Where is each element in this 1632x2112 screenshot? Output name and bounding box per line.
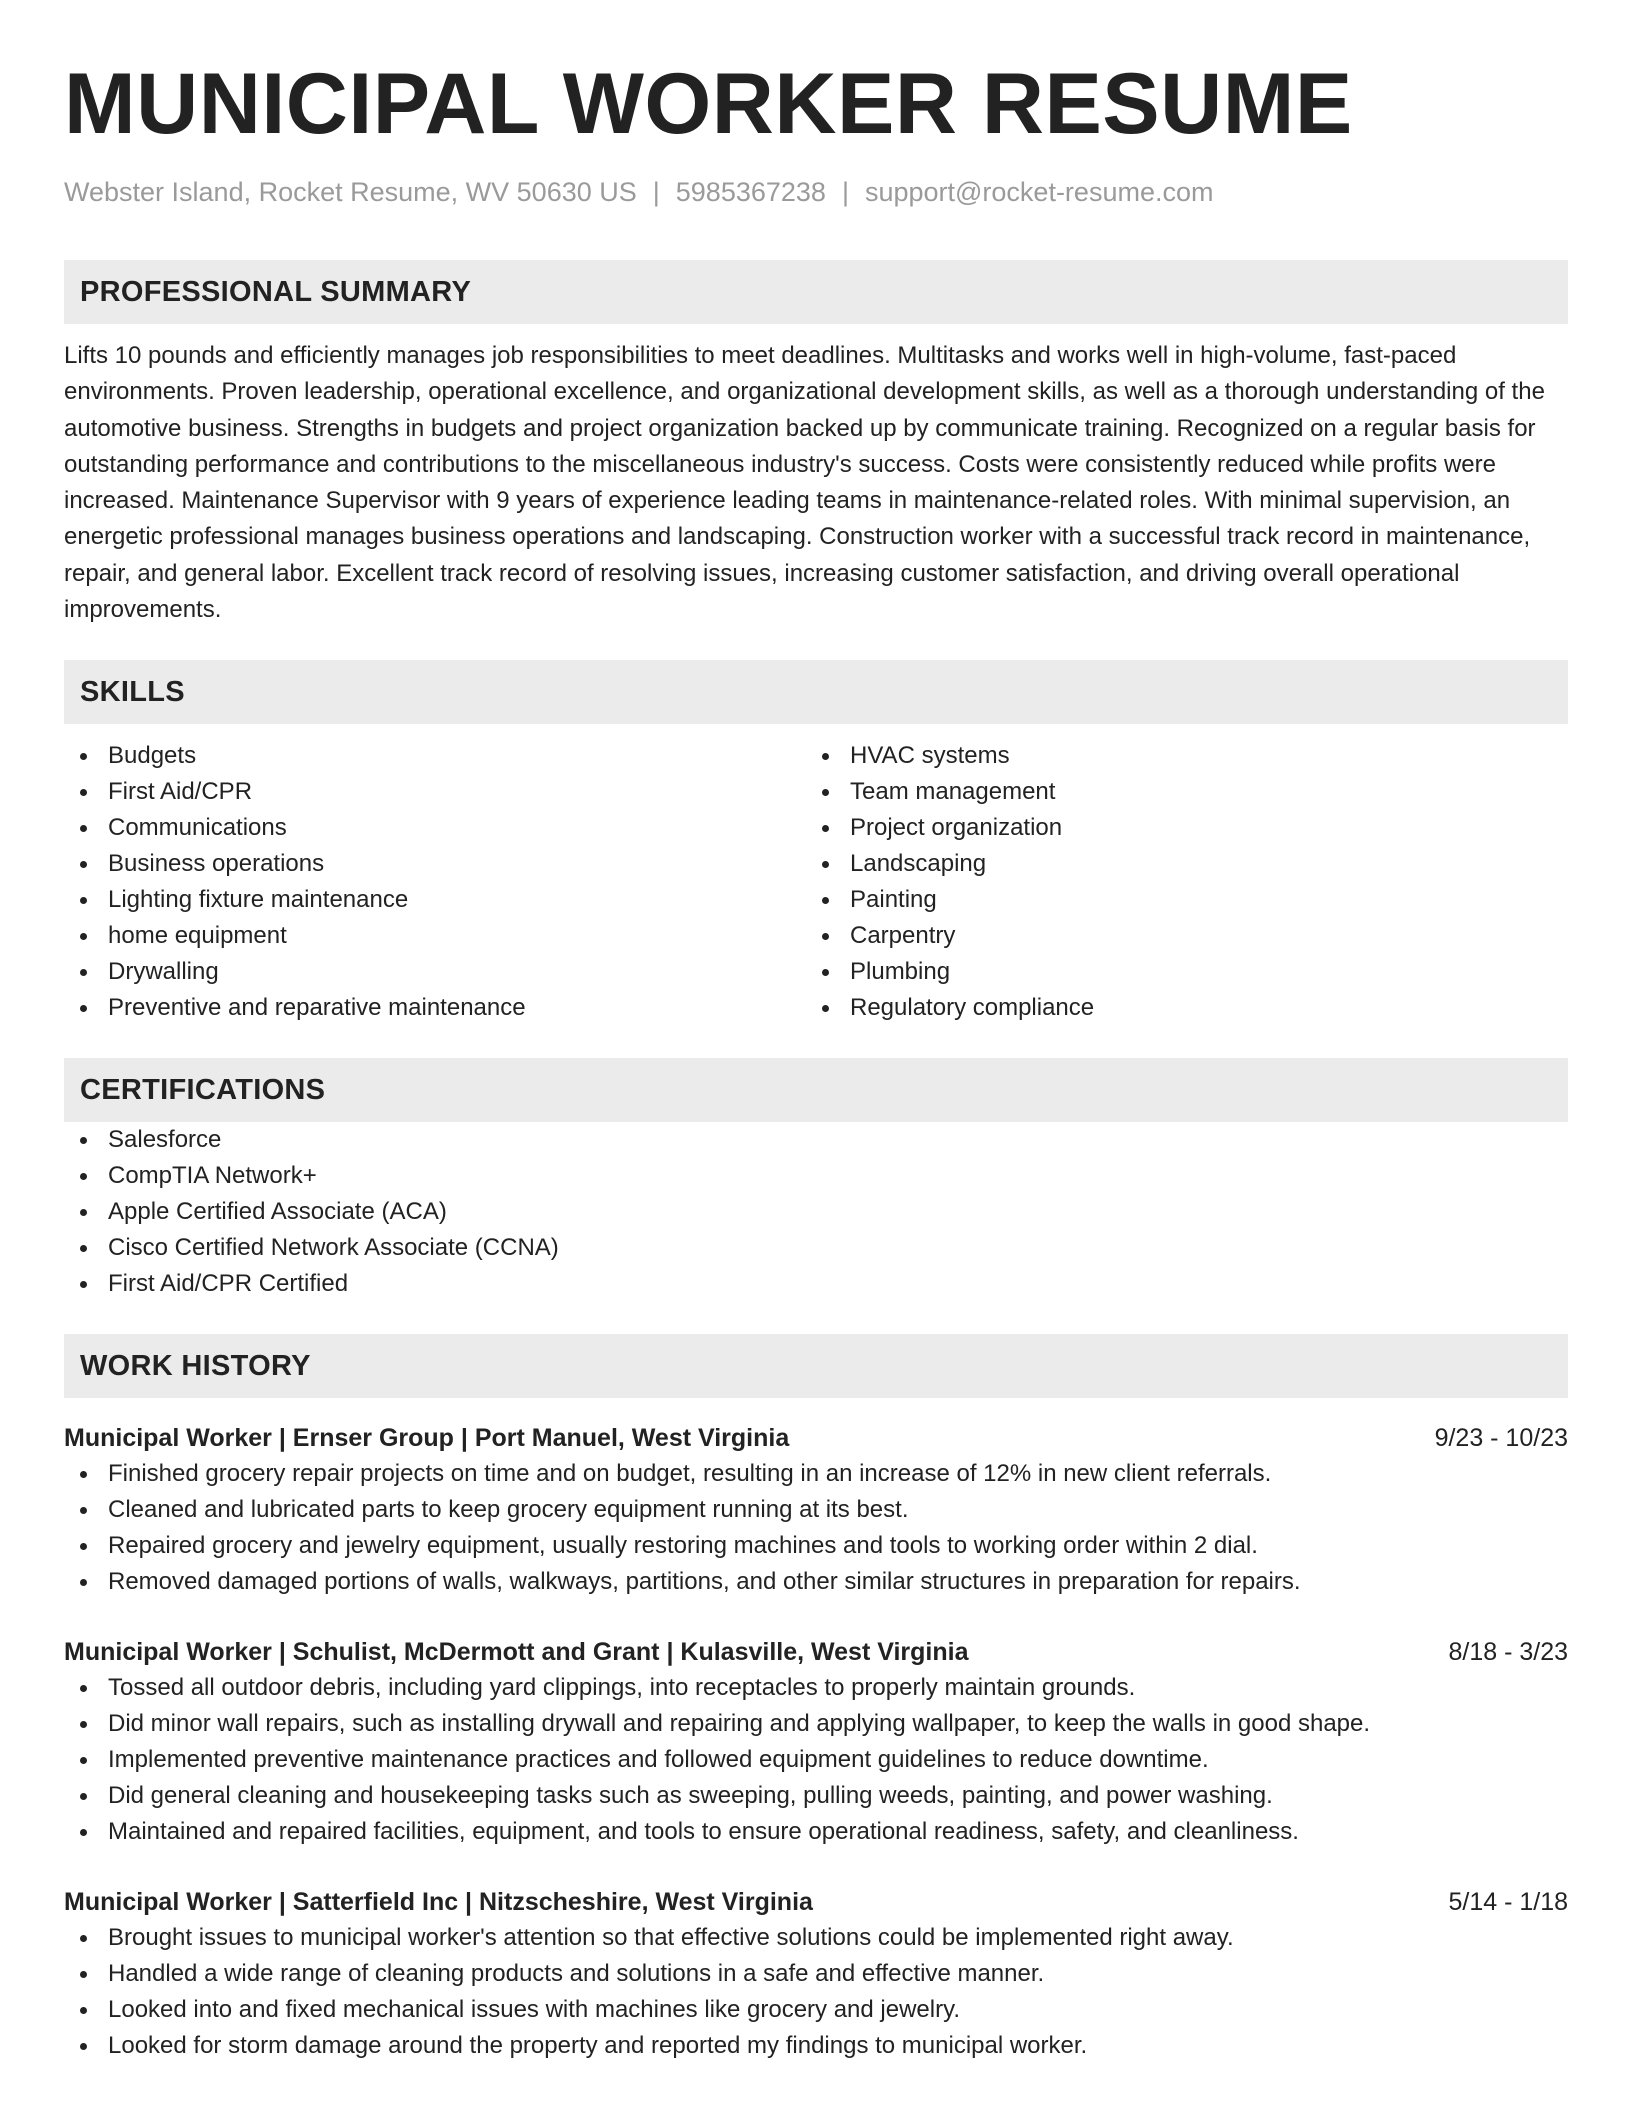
- job-title: Municipal Worker | Satterfield Inc | Nitzscheshire, West Virginia: [64, 1888, 813, 1917]
- section-header-work-history: WORK HISTORY: [64, 1334, 1568, 1398]
- job-title: Municipal Worker | Schulist, McDermott and Grant | Kulasville, West Virginia: [64, 1638, 969, 1667]
- skill-item: Landscaping: [806, 846, 1548, 882]
- skill-item: Drywalling: [64, 954, 806, 990]
- certification-item: Apple Certified Associate (ACA): [64, 1194, 1568, 1230]
- contact-address: Webster Island, Rocket Resume, WV 50630 US: [64, 177, 637, 207]
- contact-phone: 5985367238: [675, 177, 826, 207]
- skill-item: Team management: [806, 774, 1548, 810]
- job-duty-item: Finished grocery repair projects on time and on budget, resulting in an increase of 12% in new client referrals.: [64, 1456, 1568, 1492]
- job-entry: [64, 1420, 1568, 1600]
- job-duty-item: Did minor wall repairs, such as installing drywall and repairing and applying wallpaper, to keep the walls in good shape.: [64, 1706, 1568, 1742]
- skill-item: Preventive and reparative maintenance: [64, 990, 806, 1026]
- job-duties-list: [64, 1670, 1568, 1850]
- skill-item: Business operations: [64, 846, 806, 882]
- job-duty-item: Did general cleaning and housekeeping tasks such as sweeping, pulling weeds, painting, and power washing.: [64, 1778, 1568, 1814]
- skill-item: Budgets: [64, 738, 806, 774]
- job-duty-item: Maintained and repaired facilities, equipment, and tools to ensure operational readiness, safety, and cleanliness.: [64, 1814, 1568, 1850]
- job-dates: 9/23 - 10/23: [1434, 1424, 1568, 1453]
- contact-email: support@rocket-resume.com: [864, 177, 1214, 207]
- job-duties-list: [64, 1456, 1568, 1600]
- certification-item: First Aid/CPR Certified: [64, 1266, 1568, 1302]
- job-entry: [64, 1884, 1568, 2064]
- job-duty-item: Brought issues to municipal worker's attention so that effective solutions could be implemented right away.: [64, 1920, 1568, 1956]
- job-duty-item: Looked for storm damage around the property and reported my findings to municipal worker.: [64, 2028, 1568, 2064]
- skills-column-right: [806, 738, 1548, 1026]
- contact-separator: |: [841, 177, 849, 207]
- certification-item: CompTIA Network+: [64, 1158, 1568, 1194]
- skill-item: Lighting fixture maintenance: [64, 882, 806, 918]
- job-duty-item: Cleaned and lubricated parts to keep grocery equipment running at its best.: [64, 1492, 1568, 1528]
- job-entry: [64, 1634, 1568, 1850]
- skills-column-left: [64, 738, 806, 1026]
- skills-list: [64, 738, 1568, 1026]
- section-header-summary: PROFESSIONAL SUMMARY: [64, 260, 1568, 324]
- section-header-certifications: CERTIFICATIONS: [64, 1058, 1568, 1122]
- certifications-list: [64, 1122, 1568, 1302]
- skill-item: Carpentry: [806, 918, 1548, 954]
- job-duty-item: Removed damaged portions of walls, walkways, partitions, and other similar structures in preparation for repairs.: [64, 1564, 1568, 1600]
- skill-item: Communications: [64, 810, 806, 846]
- job-duty-item: Handled a wide range of cleaning products and solutions in a safe and effective manner.: [64, 1956, 1568, 1992]
- job-header: [64, 1634, 1568, 1670]
- skill-item: Regulatory compliance: [806, 990, 1548, 1026]
- certification-item: Salesforce: [64, 1122, 1568, 1158]
- contact-line: [64, 174, 1568, 210]
- job-duty-item: Implemented preventive maintenance practices and followed equipment guidelines to reduce downtime.: [64, 1742, 1568, 1778]
- job-duty-item: Repaired grocery and jewelry equipment, usually restoring machines and tools to working order within 2 dial.: [64, 1528, 1568, 1564]
- skill-item: Project organization: [806, 810, 1548, 846]
- skill-item: home equipment: [64, 918, 806, 954]
- resume-title: MUNICIPAL WORKER RESUME: [64, 56, 1353, 152]
- job-dates: 8/18 - 3/23: [1448, 1638, 1568, 1667]
- skill-item: Painting: [806, 882, 1548, 918]
- skill-item: HVAC systems: [806, 738, 1548, 774]
- job-header: [64, 1884, 1568, 1920]
- section-header-skills: SKILLS: [64, 660, 1568, 724]
- summary-text: Lifts 10 pounds and efficiently manages job responsibilities to meet deadlines. Multitasks and works well in high-volume, fast-paced environments. Proven leadership, operational excellence, and organizational development skills, as well as a thorough understanding of the automotive business. Strengths in budgets and project organization backed up by communicate training. Recognized on a regular basis for outstanding performance and contributions to the miscellaneous industry's success. Costs were consistently reduced while profits were increased. Maintenance Supervisor with 9 years of experience leading teams in maintenance-related roles. With minimal supervision, an energetic professional manages business operations and landscaping. Construction worker with a successful track record in maintenance, repair, and general labor. Excellent track record of resolving issues, increasing customer satisfaction, and driving overall operational improvements.: [64, 342, 1545, 624]
- certification-item: Cisco Certified Network Associate (CCNA): [64, 1230, 1568, 1266]
- contact-separator: |: [652, 177, 660, 207]
- job-duty-item: Looked into and fixed mechanical issues with machines like grocery and jewelry.: [64, 1992, 1568, 2028]
- skill-item: Plumbing: [806, 954, 1548, 990]
- job-duty-item: Tossed all outdoor debris, including yard clippings, into receptacles to properly maintain grounds.: [64, 1670, 1568, 1706]
- job-duties-list: [64, 1920, 1568, 2064]
- job-title: Municipal Worker | Ernser Group | Port Manuel, West Virginia: [64, 1424, 790, 1453]
- job-header: [64, 1420, 1568, 1456]
- job-dates: 5/14 - 1/18: [1448, 1888, 1568, 1917]
- skill-item: First Aid/CPR: [64, 774, 806, 810]
